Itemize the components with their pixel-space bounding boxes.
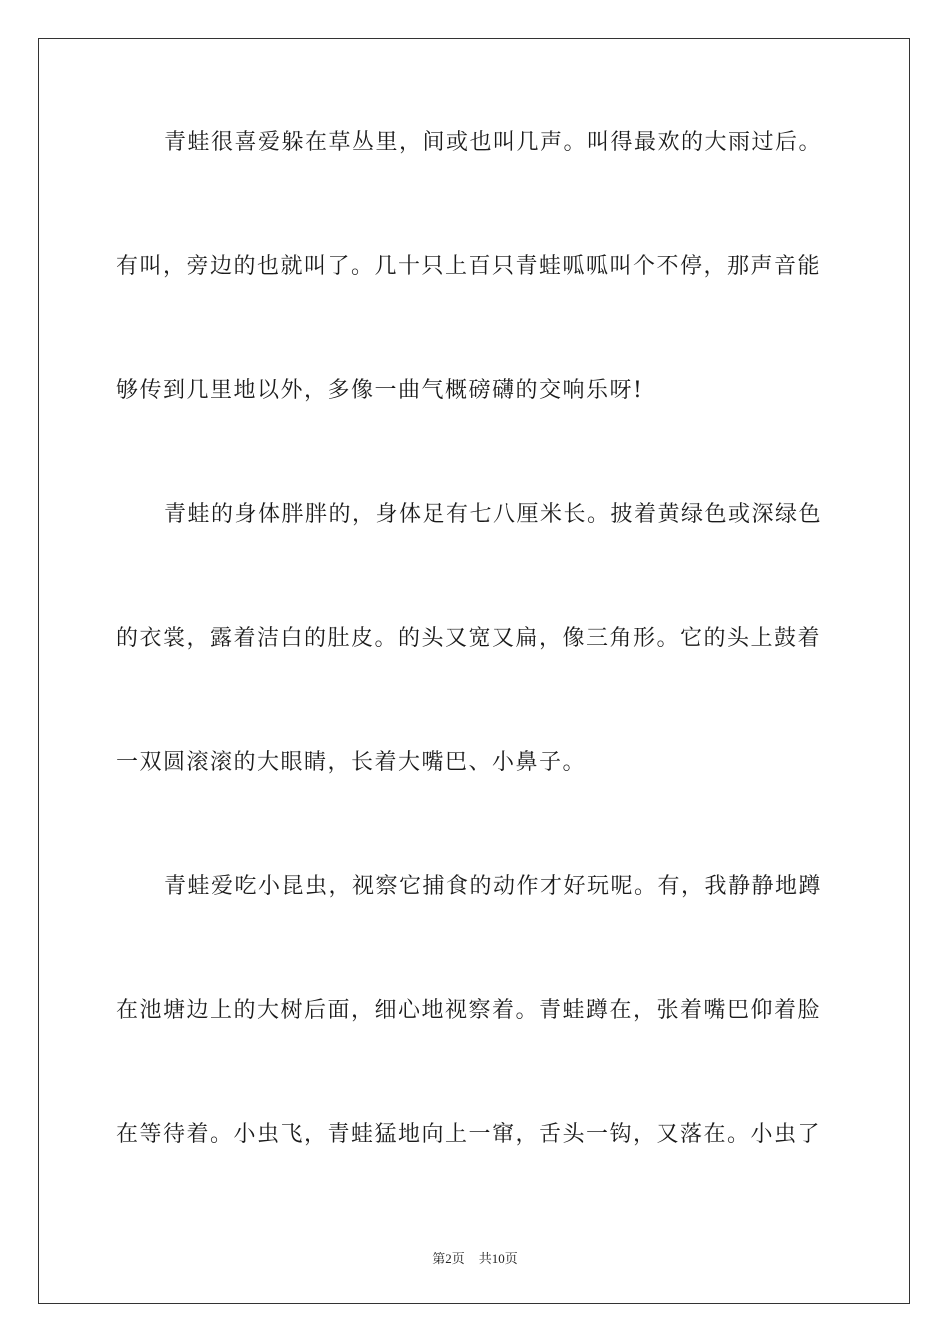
page-footer <box>0 1248 950 1267</box>
text-line-8: 在池塘边上的大树后面，细心地视察着。青蛙蹲在，张着嘴巴仰着脸 <box>116 998 822 1023</box>
text-line-4: 青蛙的身体胖胖的，身体足有七八厘米长。披着黄绿色或深绿色 <box>164 502 823 527</box>
text-line-9: 在等待着。小虫飞，青蛙猛地向上一窜，舌头一钩，又落在。小虫了 <box>116 1122 822 1147</box>
text-line-3: 够传到几里地以外，多像一曲气概磅礴的交响乐呀! <box>116 378 644 403</box>
text-line-1: 青蛙很喜爱躲在草丛里，间或也叫几声。叫得最欢的大雨过后。 <box>164 130 823 155</box>
page-total: 共10页 <box>478 1251 518 1266</box>
text-line-5: 的衣裳，露着洁白的肚皮。的头又宽又扁，像三角形。它的头上鼓着 <box>116 626 822 651</box>
document-body <box>116 131 832 1247</box>
text-line-2: 有叫，旁边的也就叫了。几十只上百只青蛙呱呱叫个不停，那声音能 <box>116 254 822 279</box>
page-number: 第2页 <box>432 1251 465 1266</box>
text-line-7: 青蛙爱吃小昆虫，视察它捕食的动作才好玩呢。有，我静静地蹲 <box>164 874 823 899</box>
text-line-6: 一双圆滚滚的大眼睛，长着大嘴巴、小鼻子。 <box>116 750 587 775</box>
